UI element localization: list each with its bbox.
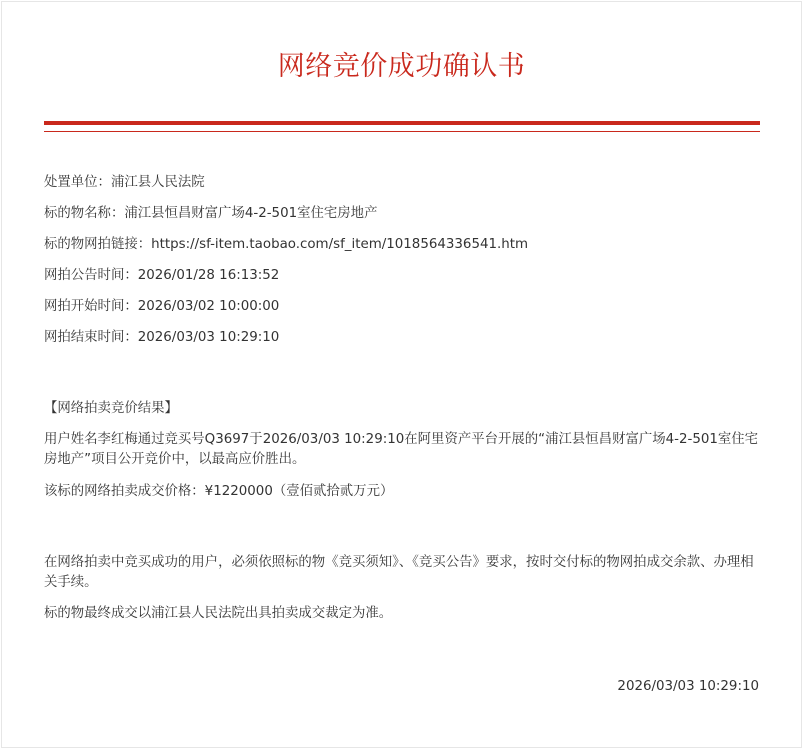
disposal-unit: 处置单位：浦江县人民法院 (44, 175, 205, 190)
final-price: 该标的网络拍卖成交价格：¥1220000（壹佰贰拾贰万元） (44, 484, 394, 499)
subject-name: 标的物名称：浦江县恒昌财富广场4-2-501室住宅房地产 (44, 206, 378, 221)
auction-start-time: 网拍开始时间：2026/03/02 10:00:00 (44, 299, 280, 314)
winner-statement: 用户姓名李红梅通过竞买号Q3697于2026/03/03 10:29:10在阿里资产平台开展的“浦江县恒昌财富广场4-2-501室住宅房地产”项目公开竞价中，以最高应价胜出。 (44, 432, 759, 467)
announcement-time: 网拍公告时间：2026/01/28 16:13:52 (44, 268, 280, 283)
procedure-note: 在网络拍卖中竞买成功的用户，必须依照标的物《竞买须知》、《竞买公告》要求，按时交付标的物网拍成交余款、办理相关手续。 (44, 555, 754, 590)
document-date: 2026/03/03 10:29:10 (617, 679, 759, 694)
title-divider-thick (44, 121, 760, 125)
final-ruling-note: 标的物最终成交以浦江县人民法院出具拍卖成交裁定为准。 (44, 606, 393, 621)
confirmation-document (1, 1, 802, 748)
subject-link: 标的物网拍链接：https://sf-item.taobao.com/sf_item/1018564336541.htm (44, 237, 529, 252)
result-heading: 【网络拍卖竞价结果】 (44, 401, 178, 416)
document-title: 网络竞价成功确认书 (277, 51, 526, 82)
title-divider-thin (44, 131, 760, 132)
auction-end-time: 网拍结束时间：2026/03/03 10:29:10 (44, 330, 280, 345)
